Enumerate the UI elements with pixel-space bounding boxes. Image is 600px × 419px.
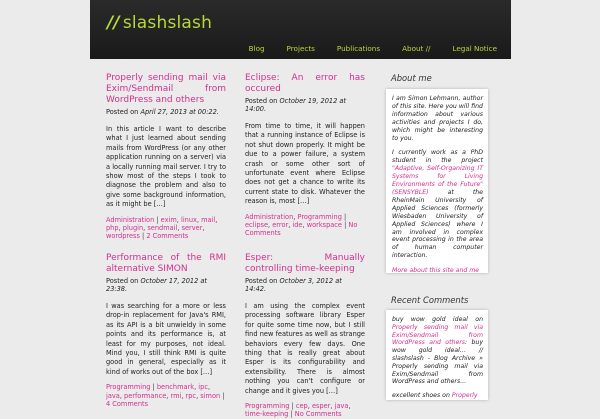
post-tag[interactable]: time-keeping: [245, 410, 289, 419]
post-tags: Programming | cep, esper, java, time-keeping | No Comments: [245, 402, 351, 419]
post-tag[interactable]: Programming: [245, 402, 290, 411]
post-comments-link[interactable]: No Comments: [245, 220, 358, 238]
comment-post-link[interactable]: Properly sending mail via Exim/Sendmail from WordPress and others: [392, 323, 483, 347]
post-tag[interactable]: eclipse: [245, 220, 269, 229]
post-tag[interactable]: workspace: [306, 220, 342, 229]
post-tag[interactable]: java: [106, 391, 120, 400]
post-tag[interactable]: exim: [160, 215, 177, 224]
about-widget: [386, 89, 488, 273]
project-link[interactable]: "Adaptive, Self-Organizing IT Systems for Living Environments of the Future" (SENSYBLE): [392, 165, 483, 196]
post-date: October 19, 2012 at 14:00.: [245, 97, 347, 113]
post-meta: Posted on April 27, 2013 at 00:22.: [106, 108, 219, 116]
post-tag[interactable]: esper: [311, 402, 331, 411]
post-tag[interactable]: sendmail: [147, 223, 178, 232]
post-comments-link[interactable]: No Comments: [294, 410, 342, 419]
post-date: April 27, 2013 at 00:22.: [140, 108, 219, 116]
post-tag[interactable]: wordpress: [106, 232, 140, 241]
post-comments-link[interactable]: 4 Comments: [106, 399, 149, 408]
post-tag[interactable]: performance: [124, 391, 167, 400]
post-excerpt: In this article I want to describe what I just learned about sending mails from WordPress (or any other application running on a server) via a locally running mail server. I try to show most of the steps I took to diagnose the problem and also to give some background information, as it might be […]: [106, 125, 226, 209]
nav-about[interactable]: About //: [402, 44, 431, 53]
post-title[interactable]: Eclipse: An error has occured: [245, 73, 365, 94]
recent-comments-title: Recent Comments: [391, 295, 469, 305]
nav-legal-notice[interactable]: Legal Notice: [452, 44, 497, 53]
post-tags: Administration | exim, linux, mail, php, plugin, sendmail, server, wordpress | 2 Comments: [106, 215, 218, 241]
post-tag[interactable]: rpc: [185, 391, 197, 400]
nav-publications[interactable]: Publications: [336, 44, 381, 53]
site-title[interactable]: [107, 13, 212, 33]
post-excerpt: I was searching for a more or less drop-in replacement for Java's RMI, as its API is a bit unwieldy in some points and its performance is, at least for my purposes, not ideal. Mind you, I still think RMI is quite good in general, especially as it kind of works out of the box […]: [106, 302, 226, 376]
post-tags: Programming | benchmark, ipc, java, performance, rmi, rpc, simon | 4 Comments: [106, 383, 225, 408]
post-tag[interactable]: mail: [201, 215, 216, 224]
post-tag[interactable]: rmi: [170, 391, 182, 400]
post-tag[interactable]: benchmark: [156, 383, 195, 392]
post: [245, 253, 365, 419]
post-tag[interactable]: server: [181, 223, 203, 232]
post-tags: Administration, Programming | eclipse, error, ide, workspace | No Comments: [245, 212, 358, 238]
main-nav: [90, 38, 511, 59]
post: [245, 73, 365, 238]
post-tag[interactable]: Programming: [106, 383, 151, 392]
recent-comment: excellent shoes on Properly: [392, 392, 478, 400]
post-tag[interactable]: php: [106, 223, 119, 232]
post-tag[interactable]: Administration: [245, 212, 294, 221]
post-excerpt: I am using the complex event processing software library Esper for quite some time now, but I still find new features as well as strange behaviors every few days. One thing that is really great about Esper is its configurability and extensibility. There is almost nothing you can't configure or change and it gives you […]: [245, 302, 365, 395]
post-tag[interactable]: cep: [295, 402, 308, 411]
nav-blog[interactable]: Blog: [248, 44, 265, 53]
post-tag[interactable]: java: [334, 402, 349, 411]
post-tag[interactable]: error: [272, 220, 289, 229]
about-intro: I am Simon Lehmann, author of this site. Here you will find information about various activities and projects I do, which might be interesting to you.: [392, 95, 483, 142]
post-date: October 3, 2012 at 14:42.: [245, 277, 342, 293]
post-tag[interactable]: linux: [180, 215, 197, 224]
nav-projects[interactable]: Projects: [286, 44, 315, 53]
recent-comment: buy wow gold ideal on Properly sending mail via Exim/Sendmail from WordPress and others: buy wow gold ideal… // slashslash - Blog Archive » Properly sending mail via Exim/Sendmail from WordPress and others…: [392, 316, 484, 386]
post: [106, 73, 226, 241]
site-logo-slashes: //: [107, 13, 120, 33]
post-tag[interactable]: Administration: [106, 215, 155, 224]
post-tag[interactable]: simon: [200, 391, 221, 400]
comment-post-link[interactable]: Properly: [451, 392, 478, 400]
post-tag[interactable]: Programming: [297, 212, 342, 221]
post-meta: Posted on October 19, 2012 at 14:00.: [245, 97, 347, 113]
about-more-link[interactable]: More about this site and me: [392, 267, 480, 275]
recent-comments-widget: [386, 310, 488, 400]
post-tag[interactable]: ipc: [198, 383, 208, 392]
about-widget-title: About me: [391, 73, 432, 83]
post-title[interactable]: Performance of the RMI alternative SIMON: [106, 253, 226, 274]
post: [106, 253, 226, 408]
about-work: I currently work as a PhD student in the project "Adaptive, Self-Organizing IT Systems for Living Environments of the Future" (SENSYBLE) at the RheinMain University of Applied Sciences (formerly Wiesbaden University of Applied Sciences) where I am involved in complex event processing in the area of human computer interaction.: [392, 149, 483, 260]
post-excerpt: From time to time, it will happen that a running instance of Eclipse is not shut down properly. It might be due to a power failure, a system crash or some other sort of unfortunate event where Eclipse does not get a chance to write its current state to disk. Whatever the reason is, most […]: [245, 122, 365, 206]
post-date: October 17, 2012 at 23:38.: [106, 277, 208, 293]
post-meta: Posted on October 17, 2012 at 23:38.: [106, 277, 208, 293]
post-comments-link[interactable]: 2 Comments: [146, 232, 189, 241]
post-title[interactable]: Esper: Manually controlling time-keeping: [245, 253, 365, 274]
post-tag[interactable]: plugin: [122, 223, 144, 232]
post-tag[interactable]: ide: [292, 220, 303, 229]
post-title[interactable]: Properly sending mail via Exim/Sendmail from WordPress and others: [106, 73, 226, 105]
post-meta: Posted on October 3, 2012 at 14:42.: [245, 277, 342, 293]
site-title-text: slashslash: [122, 13, 213, 33]
